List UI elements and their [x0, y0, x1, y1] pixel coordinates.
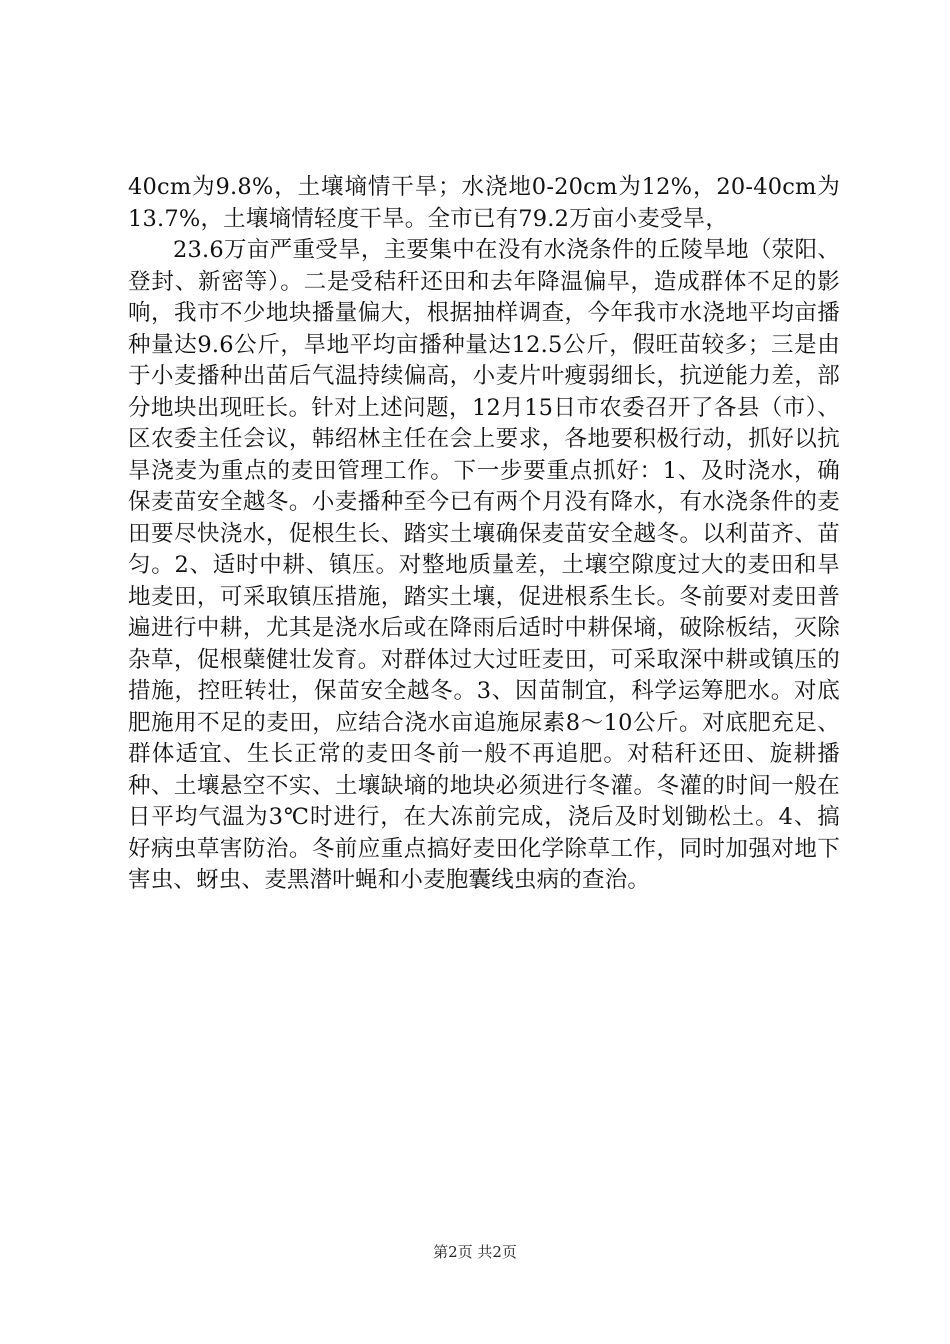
paragraph-continuation: 40cm为9.8%，土壤墒情干旱；水浇地0-20cm为12%，20-40cm为13.7%，土壤墒情轻度干旱。全市已有79.2万亩小麦受旱， [128, 174, 840, 232]
document-body [128, 172, 840, 897]
page-number-footer: 第2页 共2页 [433, 1243, 517, 1261]
paragraph-main: 23.6万亩严重受旱，主要集中在没有水浇条件的丘陵旱地（荥阳、登封、新密等）。二是受秸秆还田和去年降温偏早，造成群体不足的影响，我市不少地块播量偏大，根据抽样调查，今年我市水浇地平均亩播种量达9.6公斤，旱地平均亩播种量达12.5公斤，假旺苗较多；三是由于小麦播种出苗后气温持续偏高，小麦片叶瘦弱细长，抗逆能力差，部分地块出现旺长。针对上述问题，12月15日市农委召开了各县（市）、区农委主任会议，韩绍林主任在会上要求，各地要积极行动，抓好以抗旱浇麦为重点的麦田管理工作。下一步要重点抓好：1、及时浇水，确保麦苗安全越冬。小麦播种至今已有两个月没有降水，有水浇条件的麦田要尽快浇水，促根生长、踏实土壤确保麦苗安全越冬。以利苗齐、苗匀。2、适时中耕、镇压。对整地质量差，土壤空隙度过大的麦田和旱地麦田，可采取镇压措施，踏实土壤，促进根系生长。冬前要对麦田普遍进行中耕，尤其是浇水后或在降雨后适时中耕保墒，破除板结，灭除杂草，促根蘖健壮发育。对群体过大过旺麦田，可采取深中耕或镇压的措施，控旺转壮，保苗安全越冬。3、因苗制宜，科学运筹肥水。对底肥施用不足的麦田，应结合浇水亩追施尿素8～10公斤。对底肥充足、群体适宜、生长正常的麦田冬前一般不再追肥。对秸秆还田、旋耕播种、土壤悬空不实、土壤缺墒的地块必须进行冬灌。冬灌的时间一般在日平均气温为3℃时进行，在大冻前完成，浇后及时划锄松土。4、搞好病虫草害防治。冬前应重点搞好麦田化学除草工作，同时加强对地下害虫、蚜虫、麦黑潜叶蝇和小麦胞囊线虫病的查治。 [128, 237, 840, 893]
